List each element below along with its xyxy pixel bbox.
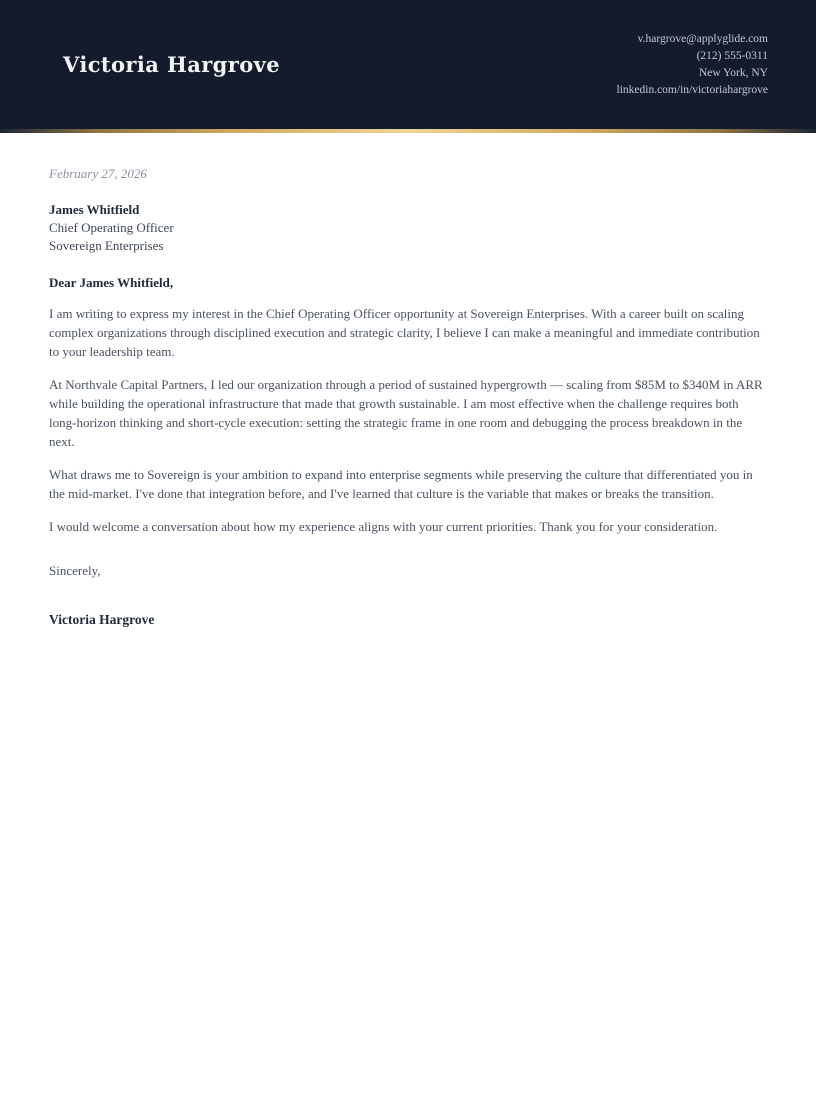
letter-header: [0, 0, 816, 129]
recipient-block: [49, 201, 767, 255]
contact-location: New York, NY: [698, 66, 768, 79]
sender-name: Victoria Hargrove: [63, 52, 280, 77]
contact-linkedin: linkedin.com/in/victoriahargrove: [616, 83, 768, 96]
recipient-name: James Whitfield: [49, 202, 140, 217]
contact-info-block: [617, 31, 768, 99]
recipient-company: Sovereign Enterprises: [49, 238, 164, 253]
letter-body: [0, 133, 816, 669]
paragraph-experience: At Northvale Capital Partners, I led our organization through a period of sustained hypergrowth — scaling from $85M to $340M in ARR while building the operational infrastructure that made that growth sustainable. I am most effective when the challenge requires both long-horizon thinking and short-cycle execution: setting the strategic frame in one room and debugging the process breakdown in the next.: [49, 377, 763, 449]
paragraph-call-to-action: I would welcome a conversation about how my experience aligns with your current priorities. Thank you for your consideration.: [49, 519, 718, 534]
contact-phone: (212) 555-0311: [696, 49, 768, 62]
paragraph-motivation: What draws me to Sovereign is your ambition to expand into enterprise segments while preserving the culture that differentiated you in the mid-market. I've done that integration before, and I've learned that culture is the variable that makes or breaks the transition.: [49, 467, 753, 501]
recipient-title: Chief Operating Officer: [49, 220, 174, 235]
paragraph-intro: I am writing to express my interest in the Chief Operating Officer opportunity at Sovereign Enterprises. With a career built on scaling complex organizations through disciplined execution and strategic clarity, I believe I can make a meaningful and immediate contribution to your leadership team.: [49, 306, 760, 359]
letter-date: February 27, 2026: [49, 166, 147, 181]
contact-email: v.hargrove@applyglide.com: [637, 32, 768, 45]
signature-name: Victoria Hargrove: [49, 612, 155, 627]
closing-line: Sincerely,: [49, 563, 101, 578]
salutation: Dear James Whitfield,: [49, 275, 174, 290]
